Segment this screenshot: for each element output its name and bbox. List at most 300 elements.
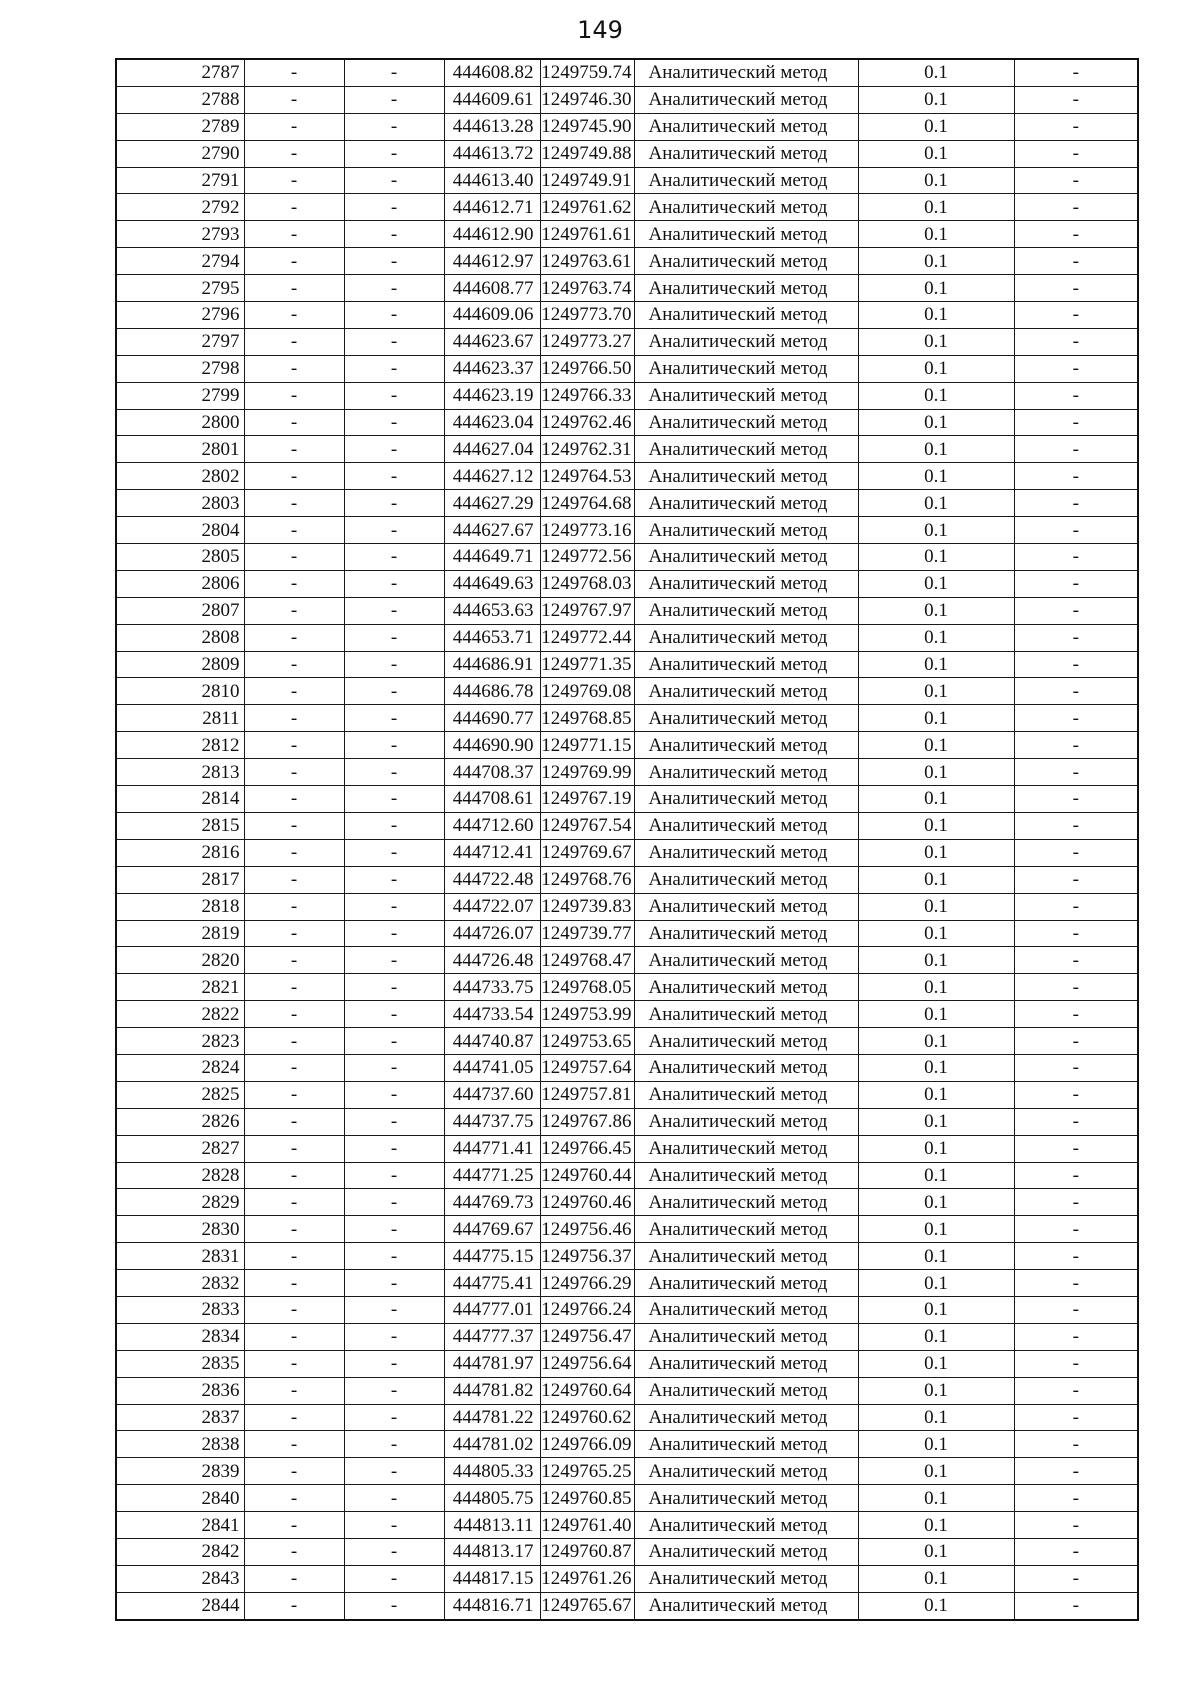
y-coordinate-cell: 1249756.46: [540, 1216, 634, 1243]
y-coordinate-cell: 1249760.85: [540, 1485, 634, 1512]
point-number-cell: 2840: [116, 1485, 244, 1512]
dash-cell: -: [244, 113, 344, 140]
dash-cell: -: [1014, 893, 1138, 920]
point-number-cell: 2788: [116, 86, 244, 113]
table-row: [116, 1404, 1138, 1431]
point-number-cell: 2820: [116, 947, 244, 974]
page-number: 149: [577, 16, 623, 44]
table-row: [116, 893, 1138, 920]
point-number-cell: 2827: [116, 1135, 244, 1162]
table-row: [116, 1296, 1138, 1323]
table-body: [116, 59, 1138, 1620]
y-coordinate-cell: 1249753.65: [540, 1028, 634, 1055]
method-cell: Аналитический метод: [634, 1243, 858, 1270]
y-coordinate-cell: 1249763.74: [540, 275, 634, 302]
dash-cell: -: [344, 812, 444, 839]
x-coordinate-cell: 444813.17: [444, 1538, 540, 1565]
method-cell: Аналитический метод: [634, 947, 858, 974]
accuracy-cell: 0.1: [858, 1565, 1014, 1592]
point-number-cell: 2839: [116, 1458, 244, 1485]
table-row: [116, 544, 1138, 571]
method-cell: Аналитический метод: [634, 1592, 858, 1619]
table-row: [116, 1431, 1138, 1458]
x-coordinate-cell: 444733.54: [444, 1001, 540, 1028]
dash-cell: -: [1014, 544, 1138, 571]
y-coordinate-cell: 1249771.15: [540, 732, 634, 759]
x-coordinate-cell: 444612.97: [444, 248, 540, 275]
dash-cell: -: [344, 920, 444, 947]
dash-cell: -: [1014, 705, 1138, 732]
dash-cell: -: [244, 436, 344, 463]
table-row: [116, 624, 1138, 651]
accuracy-cell: 0.1: [858, 920, 1014, 947]
dash-cell: -: [1014, 275, 1138, 302]
method-cell: Аналитический метод: [634, 490, 858, 517]
point-number-cell: 2828: [116, 1162, 244, 1189]
dash-cell: -: [244, 328, 344, 355]
accuracy-cell: 0.1: [858, 1108, 1014, 1135]
y-coordinate-cell: 1249757.81: [540, 1081, 634, 1108]
table-row: [116, 1592, 1138, 1619]
dash-cell: -: [344, 678, 444, 705]
accuracy-cell: 0.1: [858, 544, 1014, 571]
point-number-cell: 2800: [116, 409, 244, 436]
y-coordinate-cell: 1249768.47: [540, 947, 634, 974]
table-row: [116, 651, 1138, 678]
y-coordinate-cell: 1249756.37: [540, 1243, 634, 1270]
y-coordinate-cell: 1249773.27: [540, 328, 634, 355]
dash-cell: -: [244, 1243, 344, 1270]
dash-cell: -: [1014, 248, 1138, 275]
dash-cell: -: [1014, 1565, 1138, 1592]
accuracy-cell: 0.1: [858, 490, 1014, 517]
x-coordinate-cell: 444813.11: [444, 1512, 540, 1539]
table-row: [116, 570, 1138, 597]
x-coordinate-cell: 444627.04: [444, 436, 540, 463]
x-coordinate-cell: 444613.40: [444, 167, 540, 194]
method-cell: Аналитический метод: [634, 812, 858, 839]
table-row: [116, 86, 1138, 113]
y-coordinate-cell: 1249749.91: [540, 167, 634, 194]
dash-cell: -: [344, 544, 444, 571]
accuracy-cell: 0.1: [858, 167, 1014, 194]
accuracy-cell: 0.1: [858, 1350, 1014, 1377]
y-coordinate-cell: 1249772.44: [540, 624, 634, 651]
x-coordinate-cell: 444775.15: [444, 1243, 540, 1270]
dash-cell: -: [244, 59, 344, 86]
dash-cell: -: [244, 1162, 344, 1189]
point-number-cell: 2807: [116, 597, 244, 624]
table-row: [116, 1162, 1138, 1189]
dash-cell: -: [1014, 86, 1138, 113]
point-number-cell: 2794: [116, 248, 244, 275]
dash-cell: -: [244, 140, 344, 167]
dash-cell: -: [244, 866, 344, 893]
y-coordinate-cell: 1249749.88: [540, 140, 634, 167]
dash-cell: -: [344, 1108, 444, 1135]
accuracy-cell: 0.1: [858, 839, 1014, 866]
x-coordinate-cell: 444775.41: [444, 1270, 540, 1297]
table-row: [116, 920, 1138, 947]
dash-cell: -: [344, 1565, 444, 1592]
accuracy-cell: 0.1: [858, 705, 1014, 732]
dash-cell: -: [244, 1081, 344, 1108]
point-number-cell: 2835: [116, 1350, 244, 1377]
point-number-cell: 2836: [116, 1377, 244, 1404]
dash-cell: -: [244, 1512, 344, 1539]
dash-cell: -: [344, 1270, 444, 1297]
dash-cell: -: [1014, 1431, 1138, 1458]
table-row: [116, 1135, 1138, 1162]
dash-cell: -: [344, 1054, 444, 1081]
method-cell: Аналитический метод: [634, 194, 858, 221]
dash-cell: -: [244, 382, 344, 409]
accuracy-cell: 0.1: [858, 866, 1014, 893]
point-number-cell: 2823: [116, 1028, 244, 1055]
y-coordinate-cell: 1249768.76: [540, 866, 634, 893]
y-coordinate-cell: 1249759.74: [540, 59, 634, 86]
x-coordinate-cell: 444609.06: [444, 302, 540, 329]
dash-cell: -: [244, 1270, 344, 1297]
y-coordinate-cell: 1249772.56: [540, 544, 634, 571]
dash-cell: -: [244, 1458, 344, 1485]
method-cell: Аналитический метод: [634, 759, 858, 786]
dash-cell: -: [244, 167, 344, 194]
y-coordinate-cell: 1249773.70: [540, 302, 634, 329]
table-row: [116, 1458, 1138, 1485]
table-row: [116, 786, 1138, 813]
dash-cell: -: [344, 409, 444, 436]
point-number-cell: 2817: [116, 866, 244, 893]
accuracy-cell: 0.1: [858, 517, 1014, 544]
accuracy-cell: 0.1: [858, 786, 1014, 813]
dash-cell: -: [1014, 1512, 1138, 1539]
dash-cell: -: [244, 1592, 344, 1619]
dash-cell: -: [1014, 194, 1138, 221]
dash-cell: -: [1014, 1592, 1138, 1619]
point-number-cell: 2832: [116, 1270, 244, 1297]
x-coordinate-cell: 444613.72: [444, 140, 540, 167]
x-coordinate-cell: 444608.82: [444, 59, 540, 86]
table-row: [116, 705, 1138, 732]
point-number-cell: 2824: [116, 1054, 244, 1081]
accuracy-cell: 0.1: [858, 113, 1014, 140]
dash-cell: -: [1014, 1350, 1138, 1377]
point-number-cell: 2811: [116, 705, 244, 732]
method-cell: Аналитический метод: [634, 275, 858, 302]
x-coordinate-cell: 444771.25: [444, 1162, 540, 1189]
point-number-cell: 2793: [116, 221, 244, 248]
method-cell: Аналитический метод: [634, 732, 858, 759]
table-row: [116, 1189, 1138, 1216]
dash-cell: -: [244, 1296, 344, 1323]
method-cell: Аналитический метод: [634, 1538, 858, 1565]
point-number-cell: 2841: [116, 1512, 244, 1539]
dash-cell: -: [244, 86, 344, 113]
dash-cell: -: [344, 302, 444, 329]
y-coordinate-cell: 1249745.90: [540, 113, 634, 140]
method-cell: Аналитический метод: [634, 597, 858, 624]
dash-cell: -: [344, 1538, 444, 1565]
point-number-cell: 2822: [116, 1001, 244, 1028]
y-coordinate-cell: 1249766.45: [540, 1135, 634, 1162]
dash-cell: -: [344, 786, 444, 813]
accuracy-cell: 0.1: [858, 140, 1014, 167]
x-coordinate-cell: 444613.28: [444, 113, 540, 140]
dash-cell: -: [244, 705, 344, 732]
dash-cell: -: [1014, 678, 1138, 705]
x-coordinate-cell: 444623.19: [444, 382, 540, 409]
dash-cell: -: [344, 1485, 444, 1512]
dash-cell: -: [244, 1485, 344, 1512]
dash-cell: -: [344, 221, 444, 248]
dash-cell: -: [344, 1296, 444, 1323]
dash-cell: -: [244, 1377, 344, 1404]
table-row: [116, 140, 1138, 167]
table-row: [116, 974, 1138, 1001]
y-coordinate-cell: 1249762.31: [540, 436, 634, 463]
dash-cell: -: [244, 1001, 344, 1028]
point-number-cell: 2798: [116, 355, 244, 382]
x-coordinate-cell: 444722.48: [444, 866, 540, 893]
dash-cell: -: [244, 1565, 344, 1592]
point-number-cell: 2805: [116, 544, 244, 571]
dash-cell: -: [244, 839, 344, 866]
x-coordinate-cell: 444708.37: [444, 759, 540, 786]
dash-cell: -: [244, 893, 344, 920]
method-cell: Аналитический метод: [634, 1135, 858, 1162]
point-number-cell: 2834: [116, 1323, 244, 1350]
dash-cell: -: [1014, 1243, 1138, 1270]
dash-cell: -: [1014, 1081, 1138, 1108]
dash-cell: -: [344, 947, 444, 974]
dash-cell: -: [344, 1216, 444, 1243]
dash-cell: -: [244, 759, 344, 786]
dash-cell: -: [244, 409, 344, 436]
x-coordinate-cell: 444805.75: [444, 1485, 540, 1512]
accuracy-cell: 0.1: [858, 1512, 1014, 1539]
x-coordinate-cell: 444686.78: [444, 678, 540, 705]
method-cell: Аналитический метод: [634, 839, 858, 866]
accuracy-cell: 0.1: [858, 732, 1014, 759]
x-coordinate-cell: 444816.71: [444, 1592, 540, 1619]
table-row: [116, 947, 1138, 974]
point-number-cell: 2838: [116, 1431, 244, 1458]
method-cell: Аналитический метод: [634, 436, 858, 463]
dash-cell: -: [244, 974, 344, 1001]
accuracy-cell: 0.1: [858, 1028, 1014, 1055]
accuracy-cell: 0.1: [858, 382, 1014, 409]
x-coordinate-cell: 444627.29: [444, 490, 540, 517]
dash-cell: -: [344, 1028, 444, 1055]
table-row: [116, 1512, 1138, 1539]
table-row: [116, 436, 1138, 463]
table-row: [116, 732, 1138, 759]
dash-cell: -: [1014, 1323, 1138, 1350]
accuracy-cell: 0.1: [858, 409, 1014, 436]
table-row: [116, 302, 1138, 329]
coordinates-table: [115, 58, 1139, 1621]
dash-cell: -: [1014, 59, 1138, 86]
accuracy-cell: 0.1: [858, 1431, 1014, 1458]
table-row: [116, 1001, 1138, 1028]
dash-cell: -: [244, 1189, 344, 1216]
x-coordinate-cell: 444741.05: [444, 1054, 540, 1081]
dash-cell: -: [344, 328, 444, 355]
dash-cell: -: [1014, 436, 1138, 463]
method-cell: Аналитический метод: [634, 893, 858, 920]
x-coordinate-cell: 444781.82: [444, 1377, 540, 1404]
dash-cell: -: [244, 463, 344, 490]
y-coordinate-cell: 1249765.25: [540, 1458, 634, 1485]
accuracy-cell: 0.1: [858, 248, 1014, 275]
point-number-cell: 2812: [116, 732, 244, 759]
method-cell: Аналитический метод: [634, 1377, 858, 1404]
method-cell: Аналитический метод: [634, 866, 858, 893]
dash-cell: -: [344, 517, 444, 544]
x-coordinate-cell: 444777.01: [444, 1296, 540, 1323]
y-coordinate-cell: 1249761.40: [540, 1512, 634, 1539]
y-coordinate-cell: 1249760.62: [540, 1404, 634, 1431]
dash-cell: -: [244, 678, 344, 705]
method-cell: Аналитический метод: [634, 382, 858, 409]
table-row: [116, 275, 1138, 302]
accuracy-cell: 0.1: [858, 1485, 1014, 1512]
accuracy-cell: 0.1: [858, 1323, 1014, 1350]
table-row: [116, 1216, 1138, 1243]
dash-cell: -: [1014, 355, 1138, 382]
dash-cell: -: [344, 839, 444, 866]
method-cell: Аналитический метод: [634, 1565, 858, 1592]
dash-cell: -: [244, 490, 344, 517]
x-coordinate-cell: 444769.73: [444, 1189, 540, 1216]
accuracy-cell: 0.1: [858, 1135, 1014, 1162]
table-row: [116, 597, 1138, 624]
dash-cell: -: [244, 275, 344, 302]
y-coordinate-cell: 1249764.68: [540, 490, 634, 517]
y-coordinate-cell: 1249761.62: [540, 194, 634, 221]
method-cell: Аналитический метод: [634, 140, 858, 167]
dash-cell: -: [1014, 597, 1138, 624]
dash-cell: -: [344, 1001, 444, 1028]
y-coordinate-cell: 1249768.03: [540, 570, 634, 597]
method-cell: Аналитический метод: [634, 1028, 858, 1055]
accuracy-cell: 0.1: [858, 221, 1014, 248]
dash-cell: -: [1014, 1296, 1138, 1323]
method-cell: Аналитический метод: [634, 1162, 858, 1189]
method-cell: Аналитический метод: [634, 920, 858, 947]
method-cell: Аналитический метод: [634, 1404, 858, 1431]
accuracy-cell: 0.1: [858, 1377, 1014, 1404]
dash-cell: -: [244, 597, 344, 624]
x-coordinate-cell: 444781.22: [444, 1404, 540, 1431]
point-number-cell: 2842: [116, 1538, 244, 1565]
table-row: [116, 1350, 1138, 1377]
dash-cell: -: [1014, 1189, 1138, 1216]
dash-cell: -: [1014, 812, 1138, 839]
dash-cell: -: [1014, 1404, 1138, 1431]
y-coordinate-cell: 1249756.64: [540, 1350, 634, 1377]
accuracy-cell: 0.1: [858, 1404, 1014, 1431]
dash-cell: -: [244, 544, 344, 571]
dash-cell: -: [1014, 328, 1138, 355]
x-coordinate-cell: 444623.04: [444, 409, 540, 436]
dash-cell: -: [1014, 490, 1138, 517]
y-coordinate-cell: 1249757.64: [540, 1054, 634, 1081]
y-coordinate-cell: 1249767.86: [540, 1108, 634, 1135]
dash-cell: -: [1014, 1485, 1138, 1512]
y-coordinate-cell: 1249769.08: [540, 678, 634, 705]
x-coordinate-cell: 444690.77: [444, 705, 540, 732]
y-coordinate-cell: 1249756.47: [540, 1323, 634, 1350]
dash-cell: -: [1014, 409, 1138, 436]
table-row: [116, 1485, 1138, 1512]
accuracy-cell: 0.1: [858, 194, 1014, 221]
x-coordinate-cell: 444653.63: [444, 597, 540, 624]
dash-cell: -: [344, 1512, 444, 1539]
dash-cell: -: [344, 1189, 444, 1216]
y-coordinate-cell: 1249763.61: [540, 248, 634, 275]
y-coordinate-cell: 1249762.46: [540, 409, 634, 436]
accuracy-cell: 0.1: [858, 1538, 1014, 1565]
dash-cell: -: [344, 194, 444, 221]
dash-cell: -: [1014, 759, 1138, 786]
method-cell: Аналитический метод: [634, 463, 858, 490]
table-row: [116, 1108, 1138, 1135]
method-cell: Аналитический метод: [634, 328, 858, 355]
dash-cell: -: [1014, 1377, 1138, 1404]
table-row: [116, 759, 1138, 786]
x-coordinate-cell: 444805.33: [444, 1458, 540, 1485]
dash-cell: -: [344, 1081, 444, 1108]
x-coordinate-cell: 444726.48: [444, 947, 540, 974]
dash-cell: -: [344, 866, 444, 893]
method-cell: Аналитический метод: [634, 86, 858, 113]
dash-cell: -: [344, 759, 444, 786]
dash-cell: -: [344, 570, 444, 597]
method-cell: Аналитический метод: [634, 167, 858, 194]
point-number-cell: 2797: [116, 328, 244, 355]
method-cell: Аналитический метод: [634, 113, 858, 140]
method-cell: Аналитический метод: [634, 1270, 858, 1297]
y-coordinate-cell: 1249760.44: [540, 1162, 634, 1189]
point-number-cell: 2787: [116, 59, 244, 86]
point-number-cell: 2789: [116, 113, 244, 140]
dash-cell: -: [1014, 1538, 1138, 1565]
method-cell: Аналитический метод: [634, 1485, 858, 1512]
accuracy-cell: 0.1: [858, 974, 1014, 1001]
accuracy-cell: 0.1: [858, 1592, 1014, 1619]
table-row: [116, 1028, 1138, 1055]
dash-cell: -: [344, 1458, 444, 1485]
method-cell: Аналитический метод: [634, 221, 858, 248]
dash-cell: -: [244, 1108, 344, 1135]
method-cell: Аналитический метод: [634, 1001, 858, 1028]
y-coordinate-cell: 1249769.67: [540, 839, 634, 866]
method-cell: Аналитический метод: [634, 409, 858, 436]
accuracy-cell: 0.1: [858, 463, 1014, 490]
dash-cell: -: [344, 167, 444, 194]
y-coordinate-cell: 1249761.26: [540, 1565, 634, 1592]
y-coordinate-cell: 1249753.99: [540, 1001, 634, 1028]
point-number-cell: 2831: [116, 1243, 244, 1270]
y-coordinate-cell: 1249769.99: [540, 759, 634, 786]
dash-cell: -: [344, 1431, 444, 1458]
table-row: [116, 1377, 1138, 1404]
y-coordinate-cell: 1249766.24: [540, 1296, 634, 1323]
accuracy-cell: 0.1: [858, 651, 1014, 678]
table-row: [116, 1323, 1138, 1350]
